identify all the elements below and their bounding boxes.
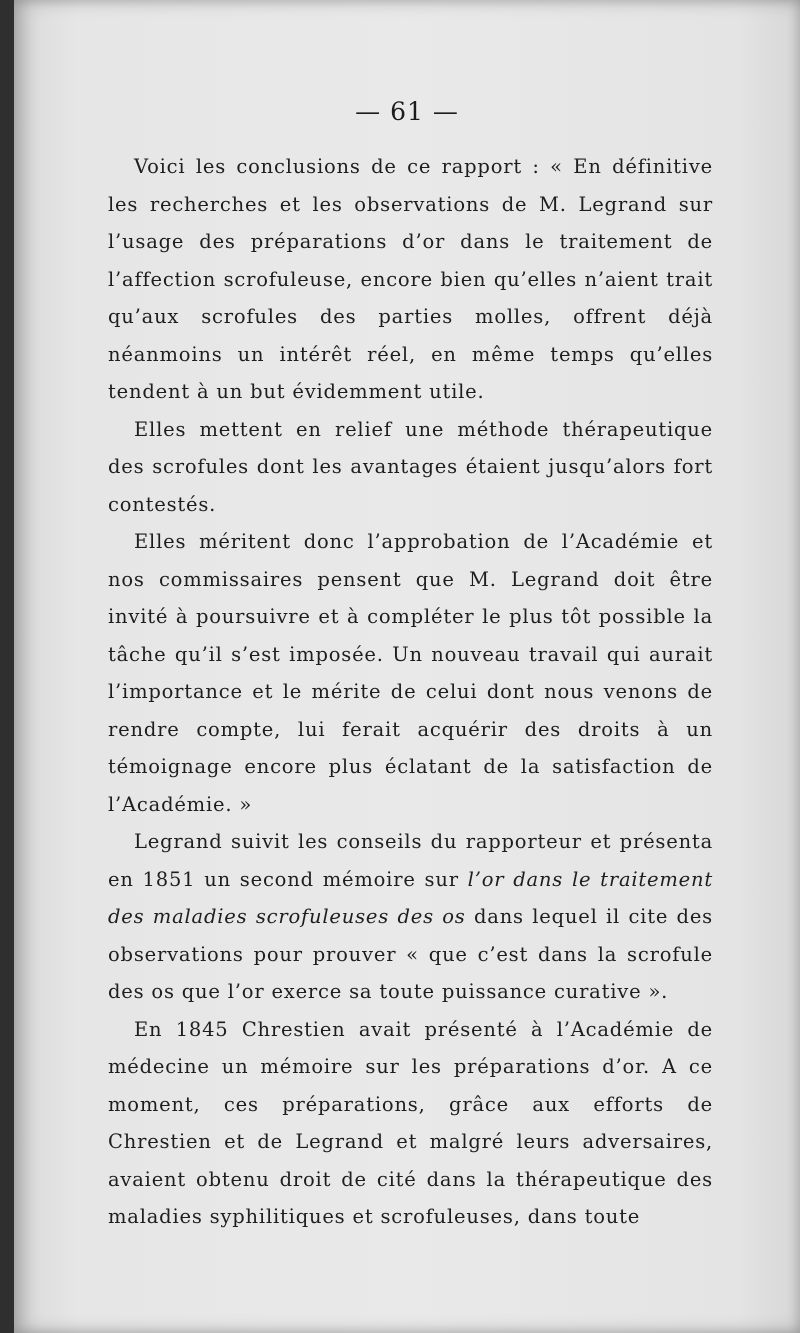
paragraph-approbation: Elles méritent donc l’approbation de l’Académie et nos commissaires pensent que M. Legrand doit être invité à poursuivre et à compléter le plus tôt possible la tâche qu’il s’est imposée. Un nouveau travail qui aurait l’importance et le mérite de celui dont nous venons de rendre compte, lui ferait acquérir des droits à un témoignage encore plus éclatant de la satisfaction de l’Académie. »: [108, 530, 713, 816]
paragraph-chrestien: En 1845 Chrestien avait présenté à l’Académie de médecine un mémoire sur les préparations d’or. A ce moment, ces préparations, grâce aux efforts de Chrestien et de Legrand et malgré leurs adversaires, avaient obtenu droit de cité dans la thérapeutique des maladies syphilitiques et scrofuleuses, dans toute: [108, 1017, 713, 1228]
body-text: [108, 148, 713, 1236]
paragraph-methode: Elles mettent en relief une méthode thérapeutique des scrofules dont les avantages étaient jusqu’alors fort contestés.: [108, 417, 713, 516]
book-page: [14, 0, 800, 1333]
paragraph-second-memoire-end: dans lequel il cite des observations pour prouver « que c’est dans la scrofule des os que l’or exerce sa toute puissance curative ».: [108, 905, 713, 1003]
paragraph-conclusions: Voici les conclusions de ce rapport : « En définitive les recherches et les observations de M. Legrand sur l’usage des préparations d’or dans le traitement de l’affection scrofuleuse, encore bien qu’elles n’aient trait qu’aux scrofules des parties molles, offrent déjà néanmoins un intérêt réel, en même temps qu’elles tendent à un but évidemment utile.: [108, 155, 713, 403]
page-number: — 61 —: [355, 97, 459, 126]
paragraph-second-memoire-start: Legrand suivit les conseils du rapporteur et présenta en 1851 un second mémoire sur: [108, 830, 713, 891]
memoire-title: l’or dans le traitement des maladies scrofuleuses des os: [108, 867, 714, 928]
paragraph-second-memoire: [108, 823, 713, 1011]
